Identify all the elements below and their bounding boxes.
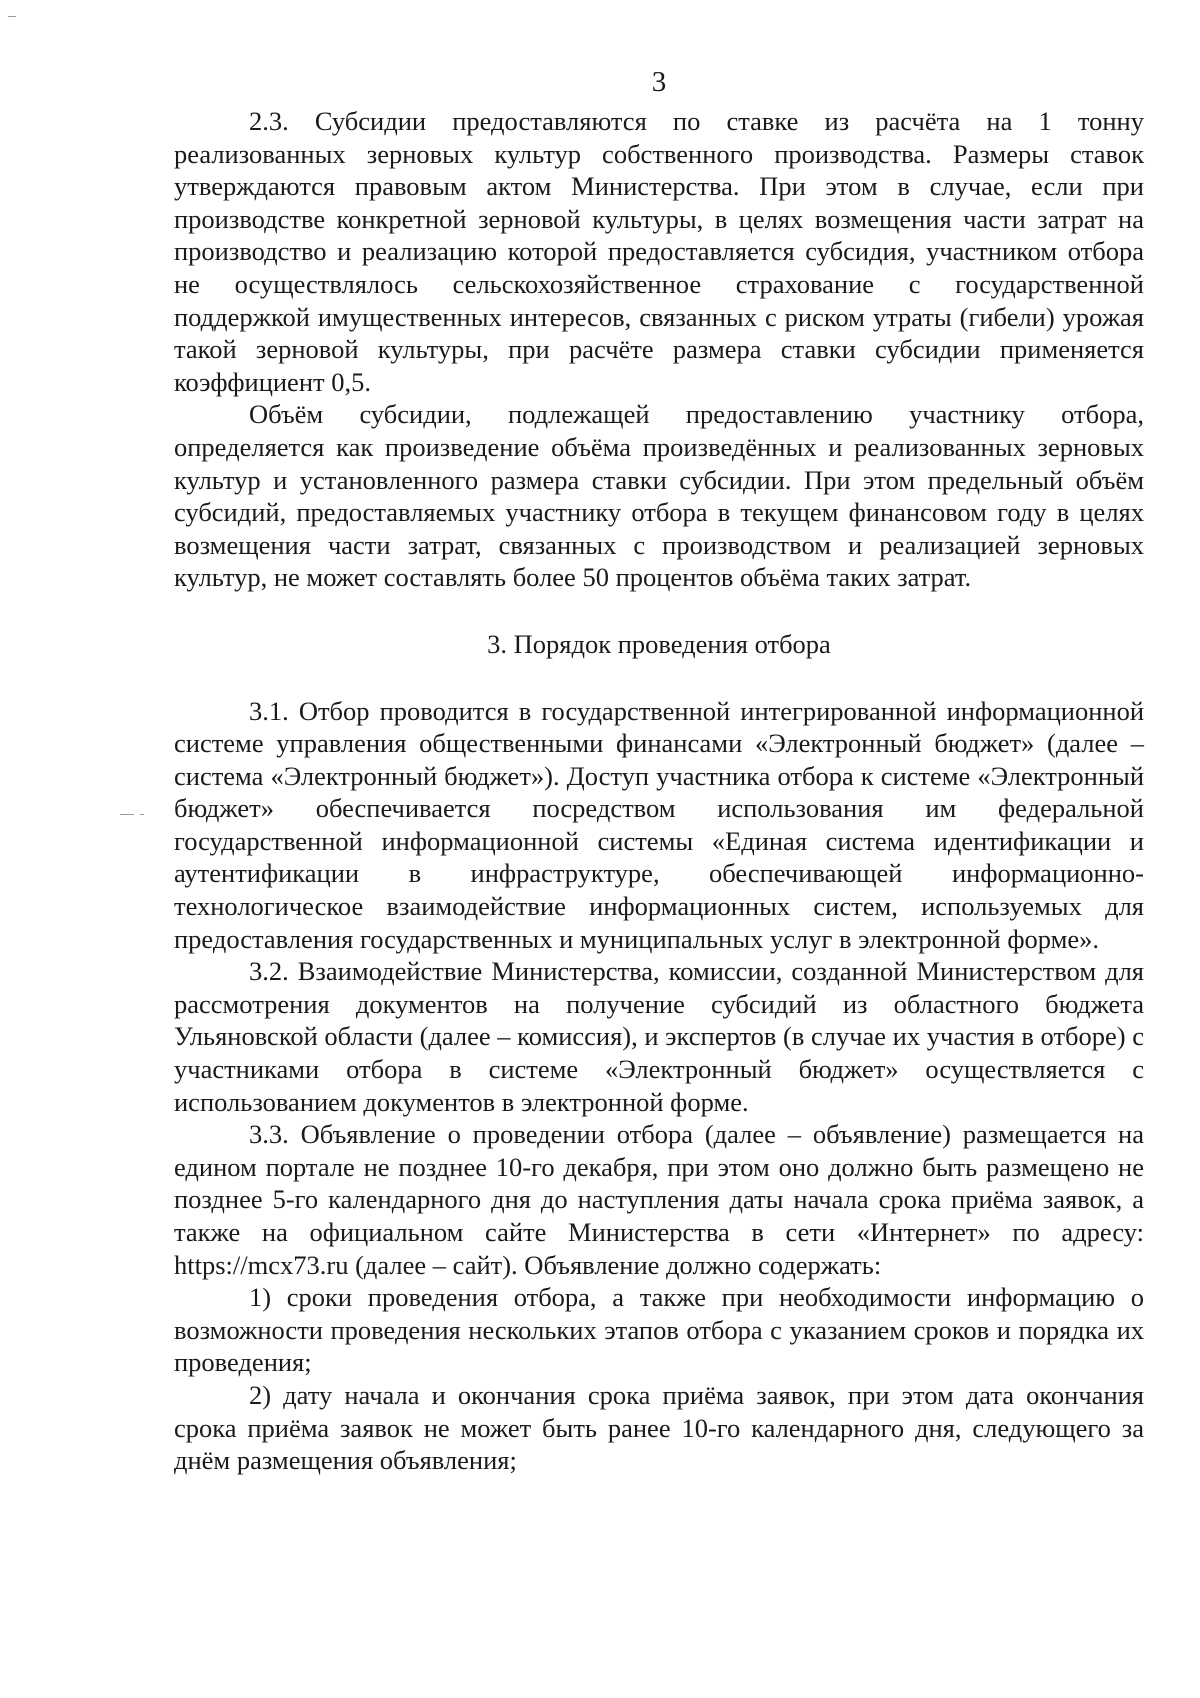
paragraph-3-1: 3.1. Отбор проводится в государственной интегрированной информационной системе управления общественными финансами «Электронный бюджет» (далее – система «Электронный бюджет»). Доступ участника отбора к системе «Электронный бюджет» обеспечивается посредством использования им федеральной государственной информационной системы «Единая система идентификации и аутентификации в инфраструктуре, обеспечивающей информационно-технологическое взаимодействие информационных систем, используемых для предоставления государственных и муниципальных услуг в электронной форме». — [174, 695, 1144, 954]
list-item-2: 2) дату начала и окончания срока приёма заявок, при этом дата окончания срока приёма заявок не может быть ранее 10-го календарного дня, следующего за днём размещения объявления; — [174, 1379, 1144, 1476]
paragraph-2-3: 2.3. Субсидии предоставляются по ставке из расчёта на 1 тонну реализованных зерновых культур собственного производства. Размеры ставок утверждаются правовым актом Министерства. При этом в случае, если при производстве конкретной зерновой культуры, в целях возмещения части затрат на производство и реализацию которой предоставляется субсидия, участником отбора не осуществлялось сельскохозяйственное страхование с государственной поддержкой имущественных интересов, связанных с риском утраты (гибели) урожая такой зерновой культуры, при расчёте размера ставки субсидии применяется коэффициент 0,5. — [174, 106, 1144, 397]
list-item-1: 1) сроки проведения отбора, а также при необходимости информацию о возможности проведения нескольких этапов отбора с указанием сроков и порядка их проведения; — [174, 1282, 1144, 1378]
paragraph-subsidy-volume: Объём субсидии, подлежащей предоставлению участнику отбора, определяется как произведение объёма произведённых и реализованных зерновых культур и установленного размера ставки субсидии. При этом предельный объём субсидий, предоставляемых участнику отбора в текущем финансовом году в целях возмещения части затрат, связанных с производством и реализацией зерновых культур, не может составлять более 50 процентов объёма таких затрат. — [174, 399, 1144, 593]
scan-speck — [140, 814, 144, 815]
page-content — [174, 105, 1144, 1477]
scan-speck — [8, 16, 16, 17]
page-number: 3 — [651, 66, 667, 98]
section-heading: 3. Порядок проведения отбора — [487, 628, 831, 659]
scan-speck — [120, 814, 134, 815]
paragraph-3-2: 3.2. Взаимодействие Министерства, комиссии, созданной Министерством для рассмотрения документов на получение субсидий из областного бюджета Ульяновской области (далее – комиссия), и экспертов (в случае их участия в отборе) с участниками отбора в системе «Электронный бюджет» осуществляется с использованием документов в электронной форме. — [174, 956, 1144, 1117]
paragraph-3-3: 3.3. Объявление о проведении отбора (далее – объявление) размещается на едином портале не позднее 10-го декабря, при этом оно должно быть размещено не позднее 5-го календарного дня до наступления даты начала срока приёма заявок, а также на официальном сайте Министерства в сети «Интернет» по адресу: https://mcx73.ru (далее – сайт). Объявление должно содержать: — [174, 1119, 1144, 1280]
